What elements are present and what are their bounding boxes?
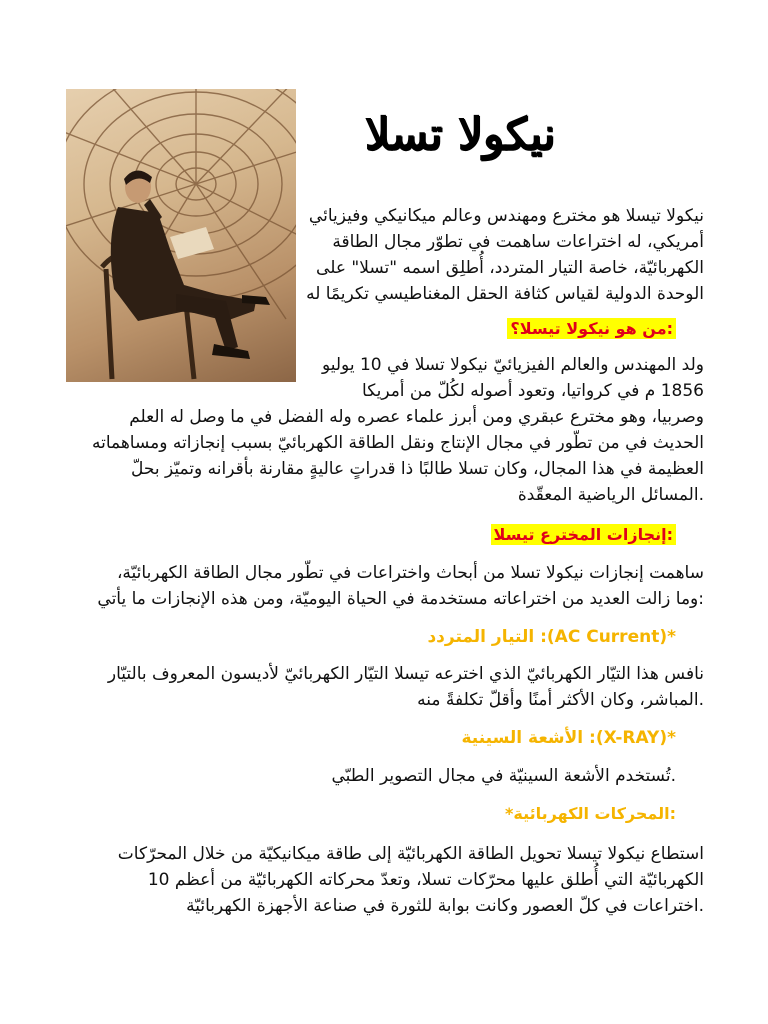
- ac-line: .المباشر، وكان الأكثر أمنًا وأقلّ تكلفةً منه: [417, 690, 704, 710]
- tesla-photo: [66, 89, 296, 382]
- who-line: وصربيا، وهو مخترع عبقري ومن أبرز علماء عصره وله الفضل في ما وصل له العلم: [129, 407, 704, 427]
- motors-heading: :المحركات الكهربائية*: [505, 804, 676, 823]
- who-heading: [507, 318, 676, 340]
- achievements-heading-text: :إنجازات المخترع تيسلا: [491, 524, 676, 545]
- xray-paragraph: [331, 763, 676, 789]
- intro-line: الكهربائيّة، خاصة التيار المتردد، أُطلِق اسمه "تسلا" على: [316, 258, 704, 278]
- achievements-paragraph: [97, 560, 704, 612]
- intro-paragraph: [306, 203, 704, 307]
- xray-line: .تُستخدم الأشعة السينيّة في مجال التصوير الطبّي: [331, 766, 676, 786]
- motors-line: الكهربائيّة التي أُطلق عليها محرّكات تسلا، وتعدّ محركاته الكهربائيّة من أعظم 10: [147, 870, 704, 890]
- ac-line: نافس هذا التيّار الكهربائيّ الذي اخترعه تيسلا التيّار الكهربائيّ لأديسون المعروف بالتيّار: [107, 664, 704, 684]
- intro-line: نيكولا تيسلا هو مخترع ومهندس وعالم ميكانيكي وفيزيائي: [308, 206, 704, 226]
- motors-line: .اختراعات في كلّ العصور وكانت بوابة للثورة في صناعة الأجهزة الكهربائيّة: [186, 896, 704, 916]
- motors-line: استطاع نيكولا تيسلا تحويل الطاقة الكهربائيّة إلى طاقة ميكانيكيّة من خلال المحرّكات: [117, 844, 704, 864]
- who-line: 1856 م في كرواتيا، وتعود أصوله لكُلّ من أمريكا: [362, 381, 704, 401]
- achievements-line: :وما زالت العديد من اختراعاته مستخدمة في الحياة اليوميّة، ومن هذه الإنجازات ما يأتي: [97, 589, 704, 609]
- who-line: الحديث في من تطّور في مجال الإنتاج ونقل الطاقة الكهربائيّ بسبب إنجازاته ومساهماته: [91, 433, 704, 453]
- who-line: .المسائل الرياضية المعقّدة: [517, 485, 704, 505]
- page-title: نيكولا تسلا: [364, 109, 556, 160]
- intro-line: أمريكي، له اختراعات ساهمت في تطوّر مجال الطاقة: [332, 232, 704, 252]
- ac-paragraph: [108, 661, 704, 713]
- achievements-heading: [491, 524, 676, 546]
- motors-paragraph: [118, 841, 704, 919]
- achievements-line: ساهمت إنجازات نيكولا تسلا من أبحاث واختراعات في تطّور مجال الطاقة الكهربائيّة،: [116, 563, 704, 583]
- who-paragraph: [92, 352, 704, 508]
- who-line: العظيمة في هذا المجال، وكان تسلا طالبًا ذا قدراتٍ عاليةٍ مقارنة بأقرانه وتميّز بحلّ: [130, 459, 704, 479]
- who-heading-text: :من هو نيكولا تيسلا؟: [507, 318, 676, 339]
- ac-heading: *(AC Current): التيار المتردد: [427, 627, 676, 647]
- who-line: ولد المهندس والعالم الفيزيائيّ نيكولا تسلا في 10 يوليو: [321, 355, 704, 375]
- xray-heading: *(X-RAY): الأشعة السينية: [461, 728, 676, 748]
- intro-line: الوحدة الدولية لقياس كثافة الحقل المغناطيسي تكريمًا له: [306, 284, 704, 304]
